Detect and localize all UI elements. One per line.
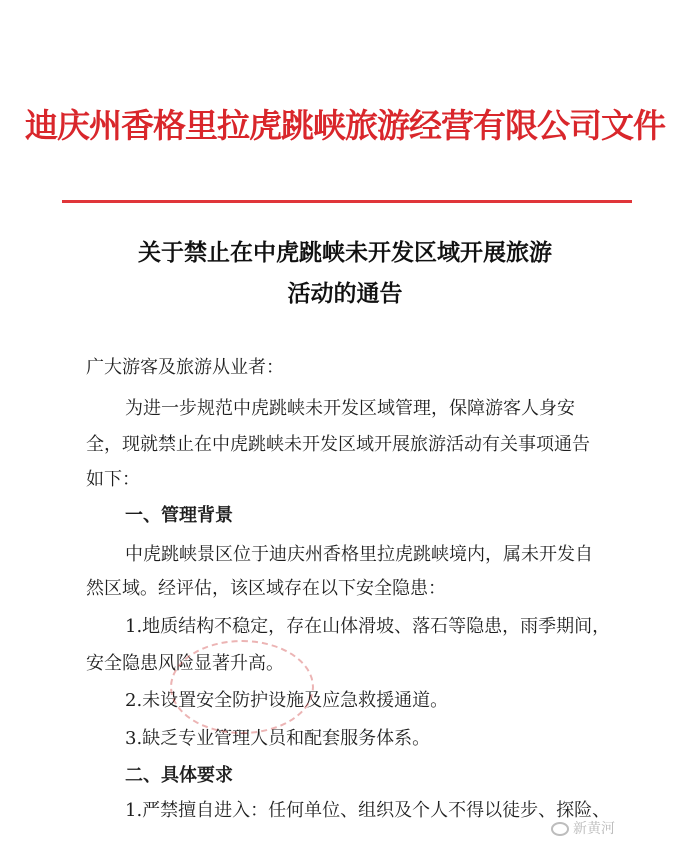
official-seal-stamp [170,640,314,734]
hazard-item: 3.缺乏专业管理人员和配套服务体系。 [125,728,431,749]
red-divider-line [62,200,632,203]
weibo-icon [551,822,569,836]
notice-title-line1: 关于禁止在中虎跳峡未开发区域开展旅游 [138,240,552,266]
hazard-item: 2.未设置安全防护设施及应急救援通道。 [125,690,449,711]
hazard-item: 1.地质结构不稳定，存在山体滑坡、落石等隐患，雨季期间， [125,616,611,637]
salutation: 广大游客及旅游从业者： [86,357,284,378]
watermark-text: 新黄河 [573,821,615,837]
section2-heading: 二、具体要求 [125,765,233,786]
section1-line: 中虎跳峡景区位于迪庆州香格里拉虎跳峡境内，属未开发自 [125,544,593,565]
watermark [551,818,615,838]
section1-line: 然区域。经评估，该区域存在以下安全隐患： [86,578,446,599]
intro-line: 全，现就禁止在中虎跳峡未开发区域开展旅游活动有关事项通告 [86,434,590,455]
notice-title-line2: 活动的通告 [287,281,403,307]
section1-heading: 一、管理背景 [125,505,233,526]
intro-line: 如下： [86,469,140,490]
intro-line: 为进一步规范中虎跳峡未开发区域管理，保障游客人身安 [125,398,575,419]
requirement-item: 1.严禁擅自进入：任何单位、组织及个人不得以徒步、探险、 [125,800,611,821]
org-document-header: 迪庆州香格里拉虎跳峡旅游经营有限公司文件 [25,106,665,145]
hazard-item: 安全隐患风险显著升高。 [86,653,284,674]
